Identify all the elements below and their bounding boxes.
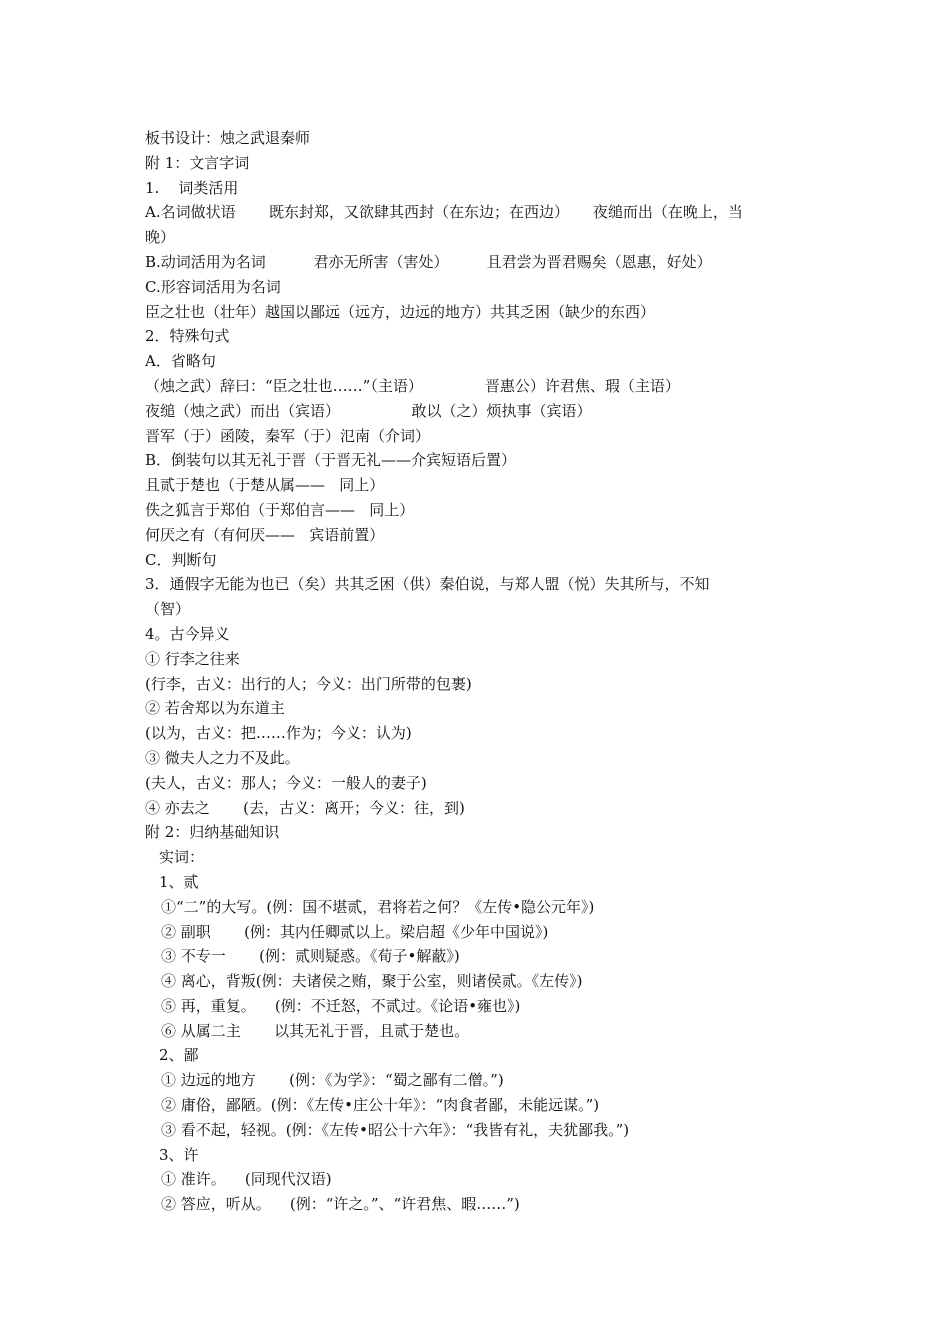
text-line: ④ 亦去之 (去，古义：离开；今义：往，到)	[145, 798, 465, 817]
text-line: 且贰于楚也（于楚从属—— 同上）	[145, 476, 385, 495]
text-line: B．倒装句以其无礼于晋（于晋无礼——介宾短语后置）	[145, 451, 517, 470]
text-line: ② 若舍郑以为东道主	[145, 699, 285, 718]
text-line: 晋军（于）函陵，秦军（于）氾南（介词）	[145, 426, 431, 445]
definition-item: ② 答应，听从。 (例：“许之。”、“许君焦、暇……”)	[161, 1195, 520, 1214]
definition-item: ② 副职 (例：其内任卿贰以上。梁启超《少年中国说》)	[161, 922, 549, 941]
definition-item: ⑥ 从属二主 以其无礼于晋，且贰于楚也。	[161, 1021, 470, 1040]
text-line: ③ 微夫人之力不及此。	[145, 748, 300, 767]
definition-item: ① 边远的地方 (例：《为学》：“蜀之鄙有二僧。”)	[161, 1071, 504, 1090]
text-line: （智）	[145, 600, 191, 619]
definition-item: ④ 离心，背叛(例：夫诸侯之贿，聚于公室，则诸侯贰。《左传》)	[161, 972, 583, 991]
text-line: A．省略句	[145, 352, 216, 371]
text-line: ① 行李之往来	[145, 649, 240, 668]
term-heading: 1、贰	[159, 872, 199, 891]
text-line: (以为，古义：把……作为；今义：认为)	[145, 724, 412, 743]
term-heading: 3、许	[159, 1145, 199, 1164]
text-line: (夫人，古义：那人；今义：一般人的妻子)	[145, 773, 427, 792]
text-line: 何厌之有（有何厌—— 宾语前置）	[145, 525, 385, 544]
text-line: 夜缒（烛之武）而出（宾语） 敢以（之）烦执事（宾语）	[145, 401, 592, 420]
definition-item: ① 准许。 (同现代汉语)	[161, 1170, 332, 1189]
text-line: C.形容词活用为名词	[145, 277, 281, 296]
definition-item: ③ 看不起，轻视。(例：《左传•昭公十六年》：“我皆有礼，夫犹鄙我。”)	[161, 1120, 630, 1139]
text-line: 4。古今异义	[145, 624, 230, 643]
text-line: 附 1：文言字词	[145, 153, 250, 172]
text-line: 板书设计：烛之武退秦师	[145, 129, 311, 147]
term-heading: 2、鄙	[159, 1046, 199, 1065]
document-body	[145, 126, 825, 1217]
text-line: 佚之狐言于郑伯（于郑伯言—— 同上）	[145, 500, 415, 519]
text-line: 3．通假字无能为也已（矣）共其乏困（供）秦伯说，与郑人盟（悦）失其所与，不知	[145, 575, 710, 594]
text-line: 臣之壮也（壮年）越国以鄙远（远方，边远的地方）共其乏困（缺少的东西）	[145, 302, 656, 321]
text-line: （烛之武）辞曰：“臣之壮也……”（主语） 晋惠公）许君焦、瑕（主语）	[145, 376, 680, 395]
text-line: B.动词活用为名词 君亦无所害（害处） 且君尝为晋君赐矣（恩惠，好处）	[145, 252, 712, 271]
text-line: A.名词做状语 既东封郑，又欲肆其西封（在东边；在西边） 夜缒而出（在晚上，当	[145, 203, 743, 222]
definition-item: ⑤ 再，重复。 (例：不迁怒，不贰过。《论语•雍也》)	[161, 996, 521, 1015]
text-line: C．判断句	[145, 550, 217, 569]
text-line: (行李，古义：出行的人；今义：出门所带的包裹)	[145, 674, 472, 693]
text-line: 晚）	[145, 228, 176, 247]
definition-item: ③ 不专一 (例：贰则疑惑。《荀子•解蔽》)	[161, 947, 460, 966]
text-line: 附 2：归纳基础知识	[145, 823, 280, 842]
definition-item: ② 庸俗，鄙陋。(例：《左传•庄公十年》：“肉食者鄙，未能远谋。”)	[161, 1096, 600, 1115]
definition-item: ①“二”的大写。(例：国不堪贰，君将若之何？《左传•隐公元年》)	[161, 897, 595, 916]
section-heading: 实词：	[159, 848, 205, 867]
text-line: 2．特殊句式	[145, 327, 230, 346]
text-line: 1. 词类活用	[145, 178, 239, 197]
